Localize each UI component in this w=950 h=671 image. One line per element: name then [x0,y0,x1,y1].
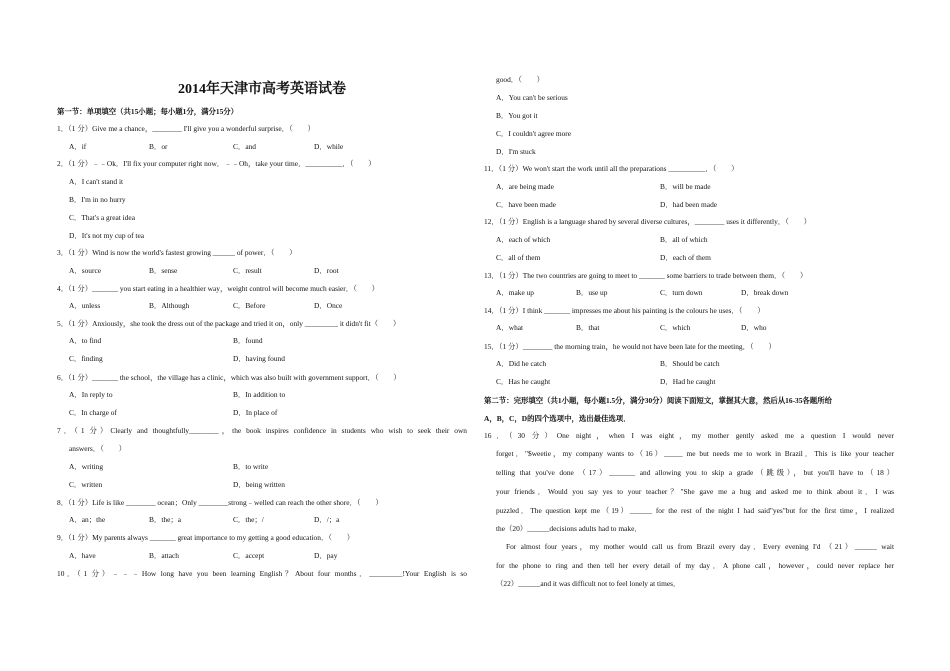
question-7-option-d: D．being written [233,480,285,489]
question-1-option-d: D．while [314,142,344,151]
question-2-option-c: C．That's a great idea [69,213,135,222]
question-15-option-b: B．Should be catch [660,359,720,368]
question-14-option-a: A．what [496,323,524,332]
question-7-option-c: C．written [69,480,103,489]
question-1-option-a: A．if [69,142,87,151]
question-14-stem: 14．（1 分）I think _______ impresses me about his painting is the colours he uses．（ ） [484,306,765,315]
question-10-stem-line-1: 10．（1 分）﹣﹣﹣How long have you been learning English？About four months．_________!Your English is so [57,569,467,578]
section-heading-2-line-2: A，B，C，D的四个选项中，选出最佳选项． [484,414,631,423]
question-11-option-b: B．will be made [660,182,711,191]
question-1-option-b: B．or [149,142,168,151]
passage-line-9: （22）______and it was difficult not to feel lonely at times． [496,579,681,588]
question-3-option-a: A．source [69,266,102,275]
question-11-option-a: A．are being made [496,182,554,191]
question-11-option-c: C．have been made [496,200,556,209]
passage-line-7: For almost four years，my mother would call us from Brazil every day．Every evening I'd （21）______ wait [506,542,894,551]
question-14-option-b: B．that [576,323,600,332]
question-12-option-b: B．all of which [660,235,708,244]
question-14-option-d: D．who [741,323,767,332]
question-4-option-a: A．unless [69,301,101,310]
question-9-stem: 9．（1 分）My parents always _______ great importance to my getting a good education．（ ） [57,533,355,542]
question-13-option-b: B．use up [576,288,608,297]
question-8-option-a: A．an；the [69,515,106,524]
question-2-option-b: B．I'm in no hurry [69,195,126,204]
question-11-option-d: D．had been made [660,200,718,209]
question-6-option-c: C．In charge of [69,408,117,417]
passage-line-6: the（20）______decisions adults had to make． [496,524,642,533]
question-2-option-d: D．It's not my cup of tea [69,231,145,240]
question-10-option-a: A．You can't be serious [496,93,568,102]
question-10-option-c: C．I couldn't agree more [496,129,572,138]
question-8-stem: 8．（1 分）Life is like ________ ocean；Only ________strong﹣welled can reach the other shore．（ ） [57,498,383,507]
passage-line-3: telling that you've done （17）_______ and allowing you to skip a grade（跳级），but you'll have to（18） [496,468,894,477]
question-12-option-d: D．each of them [660,253,711,262]
question-7-stem-line-2: answers．（ ） [69,444,127,453]
section-heading-1: 第一节：单项填空（共15小题；每小题1分，满分15分） [57,107,239,116]
question-12-option-c: C．all of them [496,253,541,262]
question-5-option-b: B．found [233,336,263,345]
question-2-option-a: A．I can't stand it [69,177,124,186]
question-4-stem: 4．（1 分）_______ you start eating in a healthier way，weight control will become much easier．（ ） [57,284,380,293]
question-8-option-d: D．/；a [314,515,340,524]
question-4-option-b: B．Although [149,301,190,310]
question-4-option-c: C．Before [233,301,266,310]
passage-line-2: forget．"$weetie，my company wants to（16）_____ me but needs me to work in Brazil．This is like your teacher [496,449,894,458]
question-15-option-a: A．Did he catch [496,359,547,368]
question-3-option-b: B．sense [149,266,178,275]
passage-line-8: for the phone to ring and then tell her every detail of my day．A phone call，however，could never replace her [496,561,894,570]
question-12-stem: 12．（1 分）English is a language shared by several diverse cultures，________ uses it differently．（ ） [484,217,812,226]
question-2-stem: 2．（1 分）﹣﹣Ok．I'll fix your computer right now．﹣﹣Oh，take your time．__________．（ ） [57,159,376,168]
section-heading-2-line-1: 第二节：完形填空（共1小题，每小题1.5分，满分30分）阅读下面短文，掌握其大意，然后从16-35各题所给 [484,396,832,405]
question-6-option-a: A．In reply to [69,390,113,399]
question-8-option-b: B．the；a [149,515,182,524]
question-10-stem-line-2: good．（ ） [496,75,545,84]
question-9-option-d: D．pay [314,551,338,560]
question-10-option-d: D．I'm stuck [496,147,536,156]
question-5-option-c: C．finding [69,354,103,363]
question-6-option-b: B．In addition to [233,390,286,399]
question-6-option-d: D．In place of [233,408,278,417]
question-1-stem: 1．（1 分）Give me a chance，________ I'll give you a wonderful surprise．（ ） [57,124,315,133]
question-13-option-d: D．break down [741,288,789,297]
passage-line-5: puzzled．The question kept me（19）______ for the rest of the night I had said"yes"but for the first time，I realized [496,506,894,515]
question-7-stem-line-1: 7．（1 分）Clearly and thoughtfully________，the book inspires confidence in students who wish to seek their own [57,426,467,435]
passage-line-1: 16．（30 分）One night，when I was eight，my mother gently asked me a question I would never [484,431,894,440]
question-9-option-b: B．attach [149,551,179,560]
question-12-option-a: A．each of which [496,235,551,244]
question-9-option-a: A．have [69,551,96,560]
question-5-option-d: D．having found [233,354,285,363]
question-9-option-c: C．accept [233,551,265,560]
question-10-option-b: B．You got it [496,111,538,120]
question-7-option-b: B．to write [233,462,269,471]
question-15-stem: 15．（1 分）________ the morning train，he would not have been late for the meeting．（ ） [484,342,776,351]
question-5-stem: 5．（1 分）Anxiously，she took the dress out of the package and tried it on，only _________ it didn't fit（ ） [57,319,401,328]
question-3-stem: 3．（1 分）Wind is now the world's fastest growing ______ of power．（ ） [57,248,297,257]
page-title: 2014年天津市高考英语试卷 [178,82,346,97]
question-11-stem: 11．（1 分）We won't start the work until all the preparations __________．（ ） [484,164,739,173]
question-1-option-c: C．and [233,142,256,151]
question-3-option-c: C．result [233,266,262,275]
question-15-option-d: D．Had he caught [660,377,716,386]
question-13-stem: 13．（1 分）The two countries are going to meet to _______ some barriers to trade between them．（ ） [484,271,808,280]
question-6-stem: 6．（1 分）_______ the school，the village has a clinic，which was also built with government support．（ ） [57,373,401,382]
question-7-option-a: A．writing [69,462,104,471]
question-5-option-a: A．to find [69,336,102,345]
question-4-option-d: D．Once [314,301,343,310]
question-13-option-a: A．make up [496,288,534,297]
question-14-option-c: C．which [660,323,691,332]
question-3-option-d: D．root [314,266,339,275]
question-13-option-c: C．turn down [660,288,703,297]
question-8-option-c: C．the；/ [233,515,264,524]
passage-line-4: your friends．Would you say yes to your teacher？"She gave me a hug and asked me to think about it．I was [496,487,894,496]
question-15-option-c: C．Has he caught [496,377,551,386]
